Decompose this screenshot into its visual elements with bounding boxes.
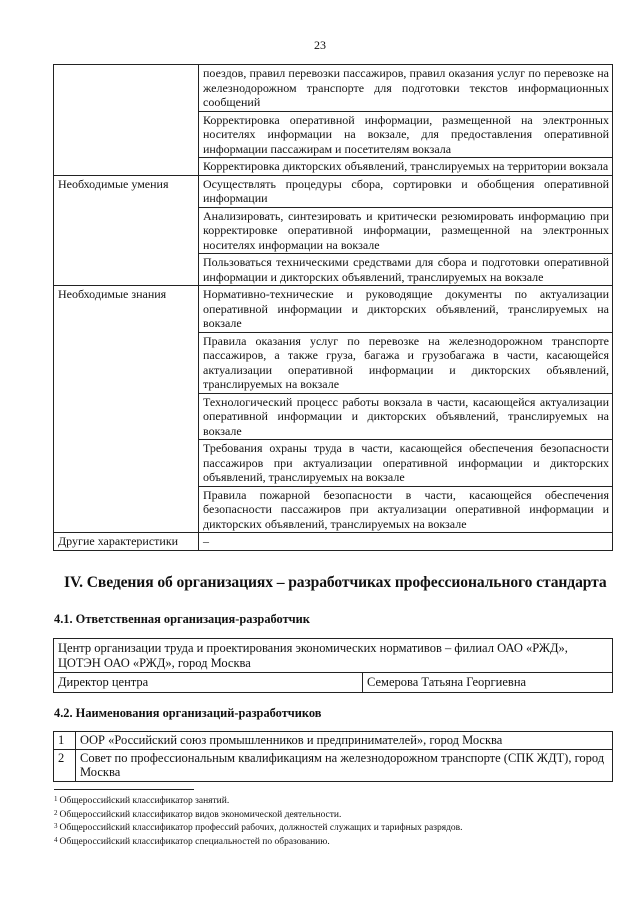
footnote-mark: 4 bbox=[54, 835, 58, 844]
footnote bbox=[54, 822, 463, 836]
row-text: Правила оказания услуг по перевозке на железнодорожном транспорте пассажиров, а также груза, багажа и грузобагажа в части, касающейся актуализации оперативной информации и дикторских объявлений, транслируемых на вокзале bbox=[199, 332, 613, 393]
requirements-table bbox=[53, 64, 613, 551]
row-text: Нормативно-технические и руководящие документы по актуализации оперативной информации и дикторских объявлений, транслируемых на вокзале bbox=[199, 286, 613, 333]
table-row bbox=[54, 533, 613, 551]
footnote bbox=[54, 795, 463, 809]
footnote bbox=[54, 809, 463, 823]
table-row bbox=[54, 673, 613, 693]
item-text: ООР «Российский союз промышленников и предпринимателей», город Москва bbox=[76, 732, 613, 750]
row-text: Пользоваться техническими средствами для сбора и подготовки оперативной информации и дикторских объявлений, транслируемых на вокзале bbox=[199, 254, 613, 286]
row-text: Правила пожарной безопасности в части, касающейся обеспечения безопасности пассажиров при актуализации оперативной информации и дикторских объявлений, транслируемых на вокзале bbox=[199, 486, 613, 533]
table-row bbox=[54, 65, 613, 112]
footnote-text: Общероссийский классификатор профессий рабочих, должностей служащих и тарифных разрядов. bbox=[59, 823, 463, 833]
subsection-heading-4-1: 4.1. Ответственная организация-разработчик bbox=[54, 612, 310, 626]
footnote-text: Общероссийский классификатор видов экономической деятельности. bbox=[59, 809, 342, 820]
row-text: Корректировка дикторских объявлений, транслируемых на территории вокзала bbox=[199, 158, 613, 176]
page-number: 23 bbox=[314, 38, 326, 52]
footnote-mark: 2 bbox=[54, 808, 58, 817]
footnote-text: Общероссийский классификатор специальностей по образованию. bbox=[59, 836, 330, 847]
subsection-heading-4-2: 4.2. Наименования организаций-разработчиков bbox=[54, 706, 322, 720]
table-row bbox=[54, 639, 613, 673]
row-text: Требования охраны труда в части, касающейся обеспечения безопасности пассажиров при актуализации оперативной информации и дикторских объявлений, транслируемых на вокзале bbox=[199, 440, 613, 487]
footnote-text: Общероссийский классификатор занятий. bbox=[59, 796, 230, 806]
org-name: Центр организации труда и проектирования экономических нормативов – филиал ОАО «РЖД», ЦОТЭН ОАО «РЖД», город Москва bbox=[54, 639, 613, 673]
footnotes bbox=[54, 795, 463, 849]
row-text: поездов, правил перевозки пассажиров, правил оказания услуг по перевозке на железнодорожном транспорте для подготовки текстов информационных сообщений bbox=[199, 65, 613, 112]
section-heading: IV. Сведения об организациях – разработчиках профессионального стандарта bbox=[64, 574, 607, 591]
table-row bbox=[54, 749, 613, 781]
footnote-mark: 3 bbox=[54, 822, 58, 830]
row-label bbox=[54, 65, 199, 176]
row-label-knowledge: Необходимые знания bbox=[54, 286, 199, 533]
item-number: 1 bbox=[54, 732, 76, 750]
responsible-org-table bbox=[53, 638, 613, 693]
row-text: Корректировка оперативной информации, размещенной на электронных носителях информации на вокзале, для предоставления оперативной информации пассажирам и посетителям вокзала bbox=[199, 111, 613, 158]
row-text: Анализировать, синтезировать и критически резюмировать информацию при корректировке оперативной информации, размещенной на электронных носителях информации на вокзале bbox=[199, 207, 613, 254]
row-label-other: Другие характеристики bbox=[54, 533, 199, 551]
developers-table bbox=[53, 731, 613, 782]
table-row bbox=[54, 175, 613, 207]
item-text: Совет по профессиональным квалификациям на железнодорожном транспорте (СПК ЖДТ), город Москва bbox=[76, 749, 613, 781]
row-label-skills: Необходимые умения bbox=[54, 175, 199, 286]
row-text: Технологический процесс работы вокзала в части, касающейся актуализации оперативной информации и дикторских объявлений, транслируемых на вокзале bbox=[199, 393, 613, 440]
footnote bbox=[54, 836, 463, 850]
item-number: 2 bbox=[54, 749, 76, 781]
director-position: Директор центра bbox=[54, 673, 363, 693]
footnote-mark: 1 bbox=[54, 795, 58, 803]
footnote-divider bbox=[54, 789, 194, 790]
table-row bbox=[54, 732, 613, 750]
row-text: Осуществлять процедуры сбора, сортировки и обобщения оперативной информации bbox=[199, 175, 613, 207]
director-name: Семерова Татьяна Георгиевна bbox=[363, 673, 613, 693]
table-row bbox=[54, 286, 613, 333]
row-text: – bbox=[199, 533, 613, 551]
